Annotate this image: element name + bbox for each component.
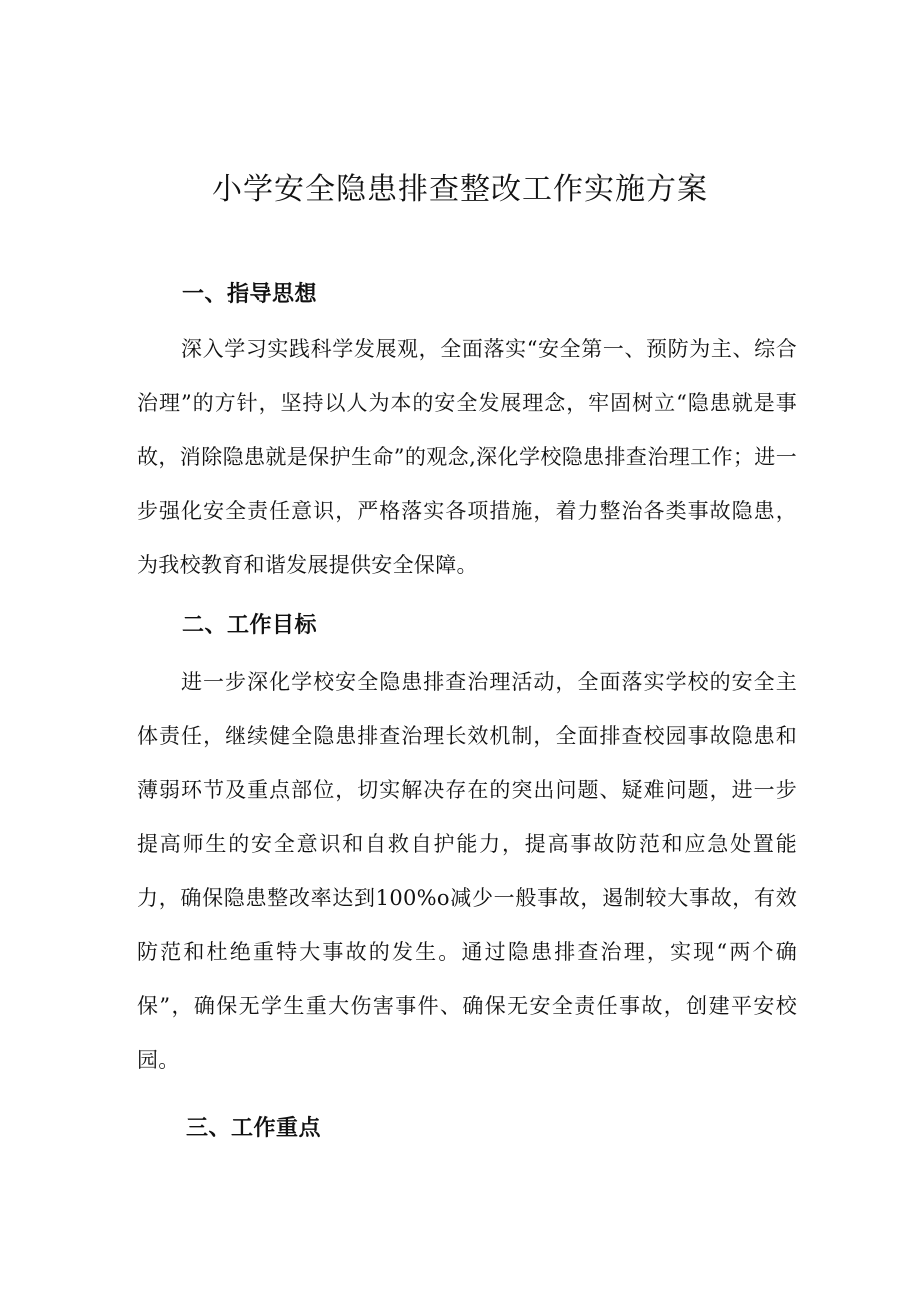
document-title: 小学安全隐患排查整改工作实施方案 [212, 172, 708, 207]
section-heading-guiding-ideology: 一、指导思想 [182, 282, 318, 307]
section-paragraph-work-goals: 进一步深化学校安全隐患排查治理活动，全面落实学校的安全主体责任，继续健全隐患排查治理长效机制，全面排查校园事故隐患和薄弱环节及重点部位，切实解决存在的突出问题、疑难问题，进一步提高师生的安全意识和自救自护能力，提高事故防范和应急处置能力，确保隐患整改率达到100%o减少一般事故，遏制较大事故，有效防范和杜绝重特大事故的发生。通过隐患排查治理，实现“两个确保”，确保无学生重大伤害事件、确保无安全责任事故，创建平安校园。 [137, 670, 797, 1072]
section-paragraph-guiding-ideology: 深入学习实践科学发展观，全面落实“安全第一、预防为主、综合治理”的方针，坚持以人为本的安全发展理念，牢固树立“隐患就是事故，消除隐患就是保护生命”的观念,深化学校隐患排查治理工作；进一步强化安全责任意识，严格落实各项措施，着力整治各类事故隐患，为我校教育和谐发展提供安全保障。 [137, 337, 797, 577]
section-heading-work-focus: 三、工作重点 [186, 1116, 322, 1141]
section-heading-work-goals: 二、工作目标 [182, 613, 318, 638]
